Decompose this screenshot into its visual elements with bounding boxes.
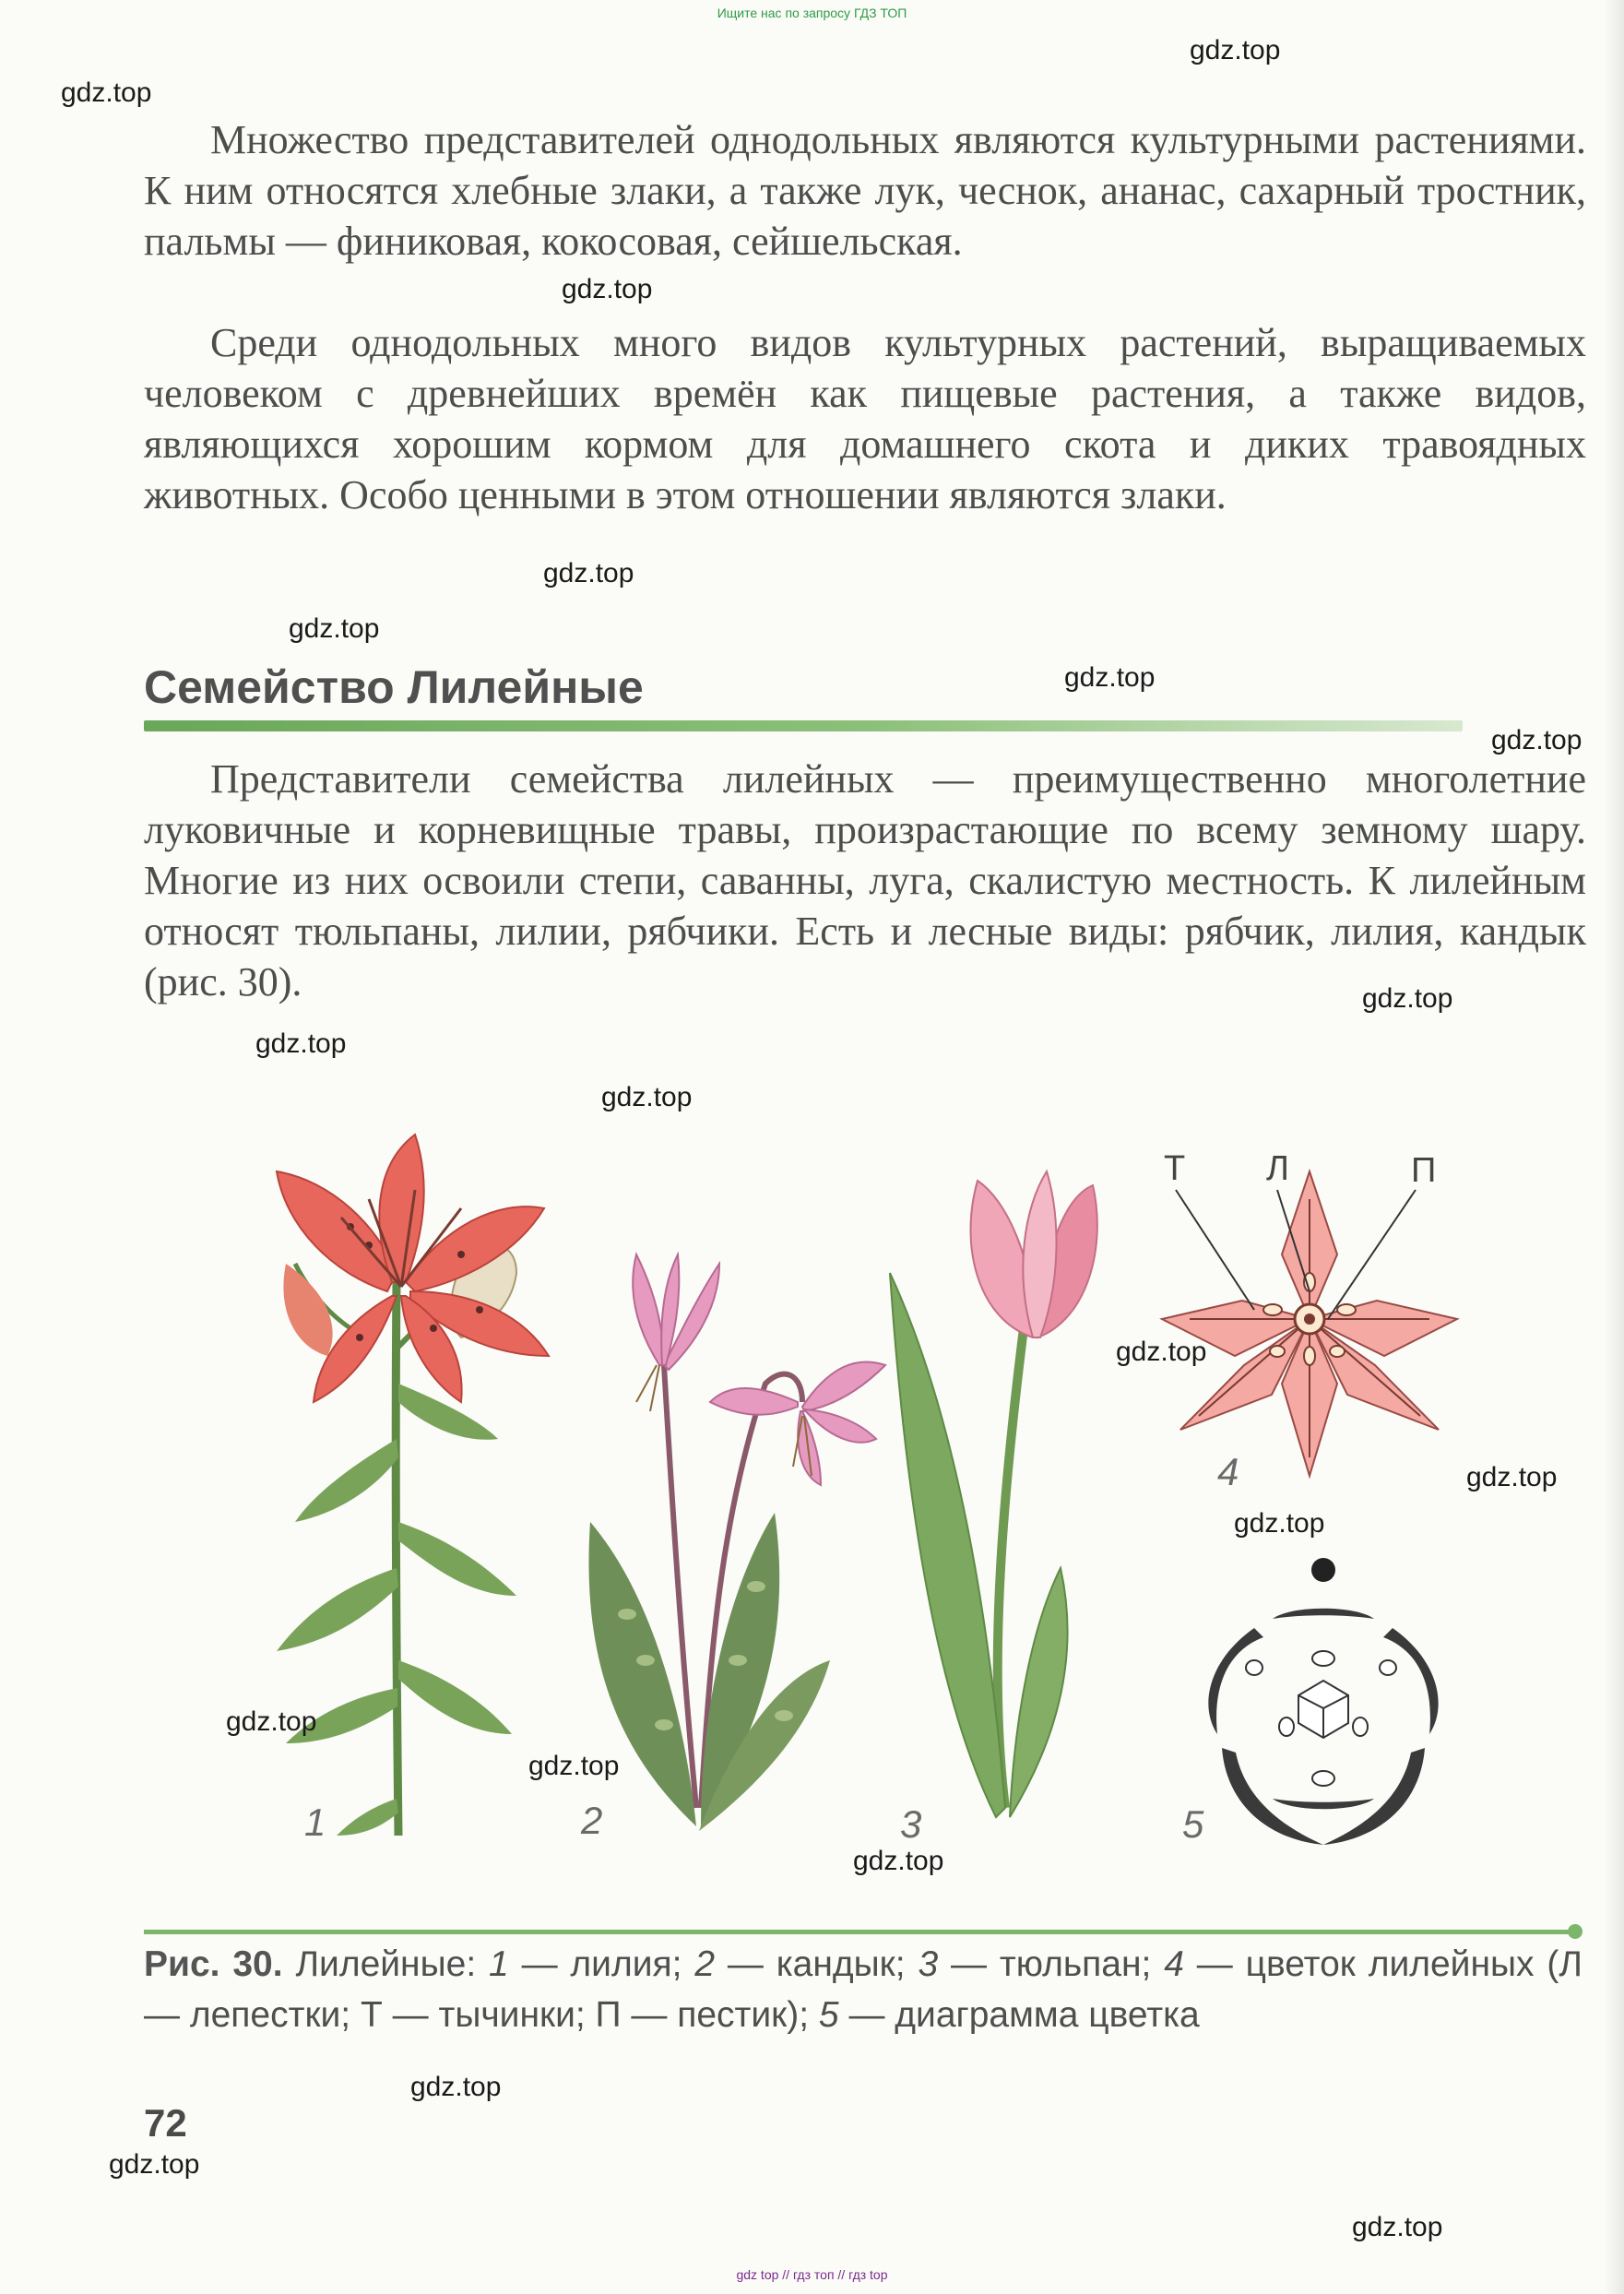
watermark: gdz.top <box>853 1846 944 1876</box>
label-petals: Л <box>1266 1149 1289 1188</box>
label-stamens: Т <box>1164 1149 1186 1188</box>
page-number: 72 <box>144 2101 187 2145</box>
figure-number-4: 4 <box>1217 1450 1239 1493</box>
lily-drawing <box>277 1135 549 1836</box>
figure-caption: Рис. 30. Лилейные: 1 — лилия; 2 — кандык; 3 — тюльпан; 4 — цветок лилейных (Л — лепестки; Т — тычинки; П — пестик); 5 — диаграмма цветка <box>144 1944 1583 2035</box>
watermark: gdz.top <box>1352 2212 1443 2242</box>
figure-number-3: 3 <box>900 1802 922 1846</box>
watermark: gdz.top <box>410 2072 502 2102</box>
section-paragraph: Представители семейства лилейных — преимущественно многолетние луковичные и корневищные травы, произрастающие по всему земному шару. Многие из них освоили степи, саванны, луга, скалистую местность. К лилейным относят тюльпаны, лилии, рябчики. Есть и лесные виды: рябчик, лилия, кандык (рис. 30). <box>144 756 1586 1004</box>
tulip-drawing <box>890 1171 1097 1817</box>
watermark: gdz.top <box>61 77 152 108</box>
flower-diagram <box>1208 1558 1438 1845</box>
watermark: gdz.top <box>601 1082 693 1112</box>
figure-number-5: 5 <box>1182 1802 1204 1846</box>
watermark: gdz.top <box>255 1028 347 1059</box>
figure-number-2: 2 <box>581 1799 603 1842</box>
watermark: gdz.top <box>1491 725 1583 755</box>
caption-rule-dot <box>1568 1924 1583 1939</box>
watermark: gdz.top <box>226 1706 317 1737</box>
search-hint: Ищите нас по запросу ГДЗ ТОП <box>717 6 907 20</box>
watermark: gdz.top <box>289 613 380 644</box>
watermark: gdz.top <box>1190 35 1281 65</box>
watermark: gdz.top <box>562 274 653 304</box>
paragraph-1: Множество представителей однодольных являются культурными растениями. К ним относятся хлебные злаки, а также лук, чеснок, ананас, сахарный тростник, пальмы — финиковая, кокосовая, сейшельская. <box>144 117 1586 264</box>
page-edge-shadow <box>1604 0 1624 2294</box>
watermark: gdz.top <box>1466 1462 1558 1492</box>
label-pistil: П <box>1411 1151 1437 1190</box>
section-heading: Семейство Лилейные <box>144 661 644 713</box>
watermark: gdz.top <box>1064 662 1156 693</box>
footer-note: gdz top // гдз топ // гдз top <box>736 2267 888 2282</box>
watermark: gdz.top <box>1362 983 1453 1014</box>
watermark: gdz.top <box>528 1751 620 1781</box>
paragraph-2: Среди однодольных много видов культурных растений, выращиваемых человеком с древнейших времён как пищевые растения, а также видов, являющихся хорошим кормом для домашнего скота и диких травоядных животных. Особо ценными в этом отношении являются злаки. <box>144 320 1586 517</box>
watermark: gdz.top <box>543 558 634 588</box>
caption-rule <box>144 1930 1575 1934</box>
flower-scheme <box>1162 1171 1457 1476</box>
figure-number-1: 1 <box>304 1801 326 1844</box>
kandyk-drawing <box>588 1254 885 1831</box>
watermark: gdz.top <box>1116 1337 1207 1367</box>
watermark: gdz.top <box>109 2149 200 2180</box>
watermark: gdz.top <box>1234 1508 1325 1539</box>
